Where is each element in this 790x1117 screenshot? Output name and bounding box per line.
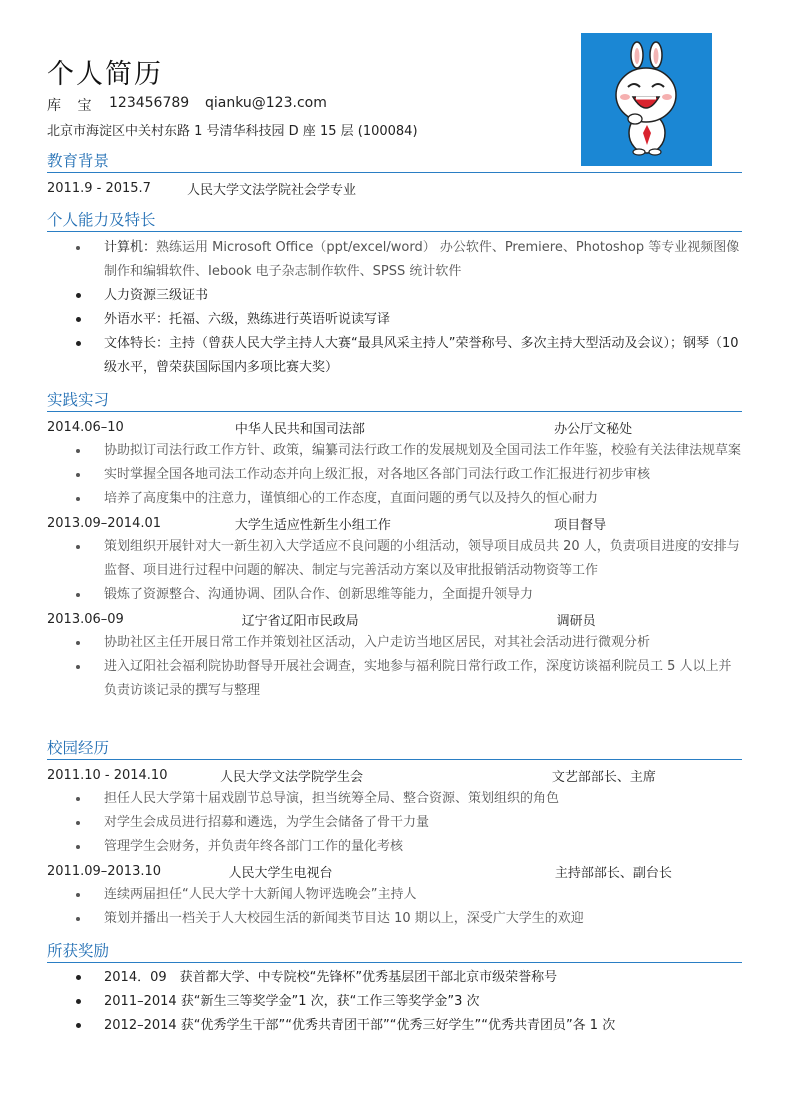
name: 库 宝 [47,98,98,114]
education-row [47,173,742,203]
list-item: 锻炼了资源整合、沟通协调、团队合作、创新思维等能力，全面提升领导力 [47,583,742,607]
contact-line [47,95,327,115]
list-item: 对学生会成员进行招募和遴选，为学生会储备了骨干力量 [47,811,742,835]
list-item: 协助拟订司法行政工作方针、政策，编纂司法行政工作的发展规划及全国司法工作年鉴，校验有关法律法规草案 [47,439,742,463]
practice-bullets [47,535,742,607]
phone: 123456789 [109,95,190,111]
practice-entry-header: 2013.09–2014.01 大学生适应性新生小组工作 项目督导 [47,515,607,533]
list-item: 外语水平：托福、六级，熟练进行英语听说读写译 [47,308,742,332]
awards-section [47,943,742,1038]
campus-bullets [47,883,742,931]
profile-photo [581,33,712,166]
skills-section [47,212,742,380]
awards-list [47,966,742,1038]
list-item: 实时掌握全国各地司法工作动态并向上级汇报，对各地区各部门司法行政工作汇报进行初步审核 [47,463,742,487]
section-heading: 个人能力及特长 [47,212,742,232]
education-section [47,153,742,203]
list-item: 人力资源三级证书 [47,284,742,308]
section-heading: 教育背景 [47,153,742,173]
practice-section [47,392,742,703]
section-heading: 校园经历 [47,740,742,760]
page-title: 个人简历 [47,59,163,90]
list-item: 进入辽阳社会福利院协助督导开展社会调查，实地参与福利院日常行政工作，深度访谈福利院员工 5 人以上并负责访谈记录的撰写与整理 [47,655,742,703]
practice-bullets [47,439,742,511]
list-item: 培养了高度集中的注意力，谨慎细心的工作态度，直面问题的勇气以及持久的恒心耐力 [47,487,742,511]
address: 北京市海淀区中关村东路 1 号清华科技园 D 座 15 层 (100084) [47,124,418,139]
cartoon-rabbit-icon [581,33,712,166]
practice-bullets [47,631,742,703]
campus-section [47,740,742,931]
skills-list [47,236,742,380]
list-item: 协助社区主任开展日常工作并策划社区活动，入户走访当地区居民，对其社会活动进行微观分析 [47,631,742,655]
list-item: 2011–2014 获“新生三等奖学金”1 次，获“工作三等奖学金”3 次 [47,990,742,1014]
practice-entry-header: 2013.06–09 辽宁省辽阳市民政局 调研员 [47,611,596,629]
section-heading: 所获奖励 [47,943,742,963]
list-item: 策划并播出一档关于人大校园生活的新闻类节目达 10 期以上，深受广大学生的欢迎 [47,907,742,931]
campus-bullets [47,787,742,859]
practice-entry-header: 2014.06–10 中华人民共和国司法部 办公厅文秘处 [47,419,633,437]
list-item: 文体特长：主持（曾获人民大学主持人大赛“最具风采主持人”荣誉称号、多次主持大型活动及会议）；钢琴（10 级水平，曾荣获国际国内多项比赛大奖） [47,332,742,380]
list-item: 2012–2014 获“优秀学生干部”“优秀共青团干部”“优秀三好学生”“优秀共青团员”各 1 次 [47,1014,742,1038]
campus-entry-header: 2011.10 - 2014.10 人民大学文法学院学生会 文艺部部长、主席 [47,767,656,785]
list-item: 策划组织开展针对大一新生初入大学适应不良问题的小组活动，领导项目成员共 20 人，负责项目进度的安排与监督、项目进行过程中问题的解决、制定与完善活动方案以及审批报销活动物资等工作 [47,535,742,583]
list-item: 2014．09 获首都大学、中专院校“先锋杯”优秀基层团干部北京市级荣誉称号 [47,966,742,990]
list-item: 管理学生会财务，并负责年终各部门工作的量化考核 [47,835,742,859]
education-school: 人民大学文法学院社会学专业 [187,182,357,198]
email-link[interactable]: qianku@123.com [205,95,327,111]
list-item: 连续两届担任“人民大学十大新闻人物评选晚会”主持人 [47,883,742,907]
campus-entry-header: 2011.09–2013.10 人民大学生电视台 主持部部长、副台长 [47,863,672,881]
section-heading: 实践实习 [47,392,742,412]
list-item: 计算机：熟练运用 Microsoft Office（ppt/excel/word） 办公软件、Premiere、Photoshop 等专业视频图像制作和编辑软件、Iebook 电子杂志制作软件、SPSS 统计软件 [47,236,742,284]
list-item: 担任人民大学第十届戏剧节总导演，担当统筹全局、整合资源、策划组织的角色 [47,787,742,811]
education-date: 2011.9 - 2015.7 [47,180,151,196]
